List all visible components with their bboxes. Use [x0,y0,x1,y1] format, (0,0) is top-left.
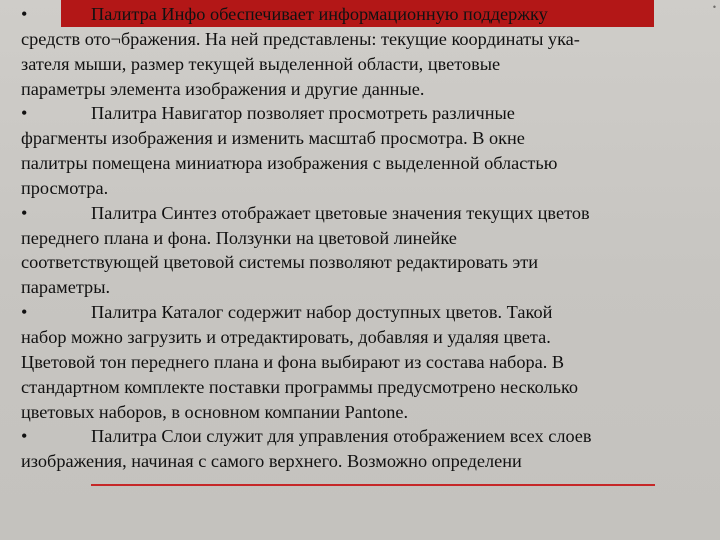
bullet-paragraph-line [21,424,701,449]
paragraph-line [21,325,701,350]
line-text: палитры помещена миниатюра изображения с выделенной областью [21,153,558,174]
line-text: изображения, начиная с самого верхнего. Возможно определени [21,451,522,472]
line-text: Палитра Инфо обеспечивает информационную поддержку [91,4,548,24]
line-text: средств ото¬бражения. На ней представлены: текущие координаты ука- [21,28,580,49]
paragraph-line [21,77,701,102]
bullet-marker: • [21,103,28,124]
paragraph-line [21,52,701,77]
line-text: цветовых наборов, в основном компании Pantone. [21,401,409,422]
bullet-marker: • [21,426,28,447]
paragraph-line [21,400,701,425]
line-text: переднего плана и фона. Ползунки на цветовой линейке [21,227,457,248]
paragraph-line [21,275,701,300]
paragraph-line [21,250,701,275]
bullet-marker: • [21,302,28,323]
footer-accent-line [91,484,655,486]
bullet-marker: • [21,202,28,223]
bullet-marker: • [21,4,28,24]
line-text: Палитра Слои служит для управления отображением всех слоев [91,426,592,447]
paragraph-line [21,350,701,375]
line-text: набор можно загрузить и отредактировать, добавляя и удаляя цвета. [21,326,551,347]
paragraph-line [21,27,701,52]
line-text: просмотра. [21,177,109,198]
line-text: Палитра Синтез отображает цветовые значения текущих цветов [91,202,590,223]
line-text: стандартном комплекте поставки программы предусмотрено несколько [21,376,579,397]
slide-text-body [21,2,701,497]
line-text: Палитра Навигатор позволяет просмотреть различные [91,103,515,124]
line-text: параметры. [21,277,111,298]
bullet-paragraph-line [21,2,701,27]
bullet-paragraph-line [21,201,701,226]
bullet-paragraph-line [21,300,701,325]
corner-mark: • [712,2,716,12]
paragraph-line [21,226,701,251]
line-text: зателя мыши, размер текущей выделенной области, цветовые [21,53,501,74]
bullet-paragraph-line [21,101,701,126]
paragraph-line [21,126,701,151]
line-text: Палитра Каталог содержит набор доступных цветов. Такой [91,302,553,323]
line-text: Цветовой тон переднего плана и фона выбирают из состава набора. В [21,351,565,372]
line-text: фрагменты изображения и изменить масштаб просмотра. В окне [21,128,525,149]
paragraph-line [21,375,701,400]
paragraph-line [21,176,701,201]
paragraph-line [21,151,701,176]
line-text: соответствующей цветовой системы позволяют редактировать эти [21,252,539,273]
paragraph-line [21,449,701,474]
line-text: параметры элемента изображения и другие данные. [21,78,425,99]
